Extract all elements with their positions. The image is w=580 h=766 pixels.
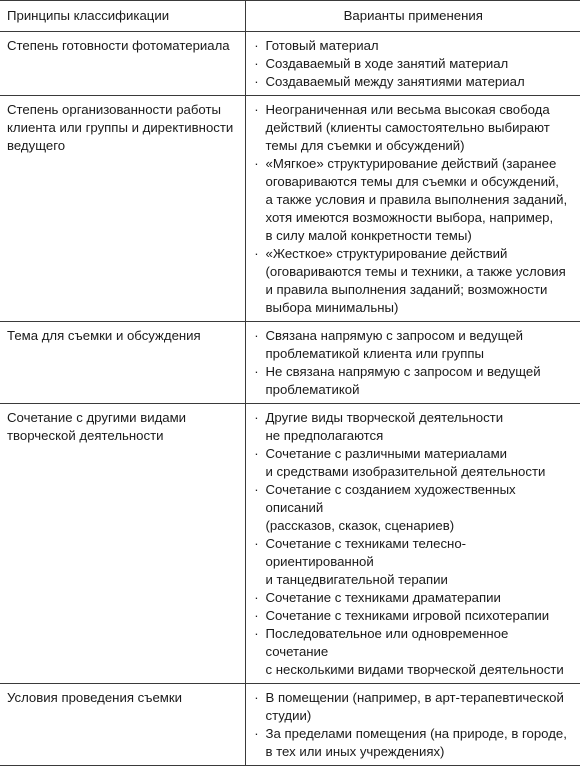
- text-line: Степень организованности работы: [7, 102, 221, 117]
- bullet-icon: ·: [254, 74, 259, 89]
- text-line: Тема для съемки и обсуждения: [7, 328, 201, 343]
- text-line: Связана напрямую с запросом и ведущей: [265, 328, 524, 343]
- option-text: [266, 608, 550, 623]
- text-line: в силу малой конкретности темы): [265, 228, 472, 243]
- table-row: [0, 404, 580, 684]
- text-line: (оговариваются темы и техники, а также условия: [265, 264, 566, 279]
- options-cell: [245, 404, 580, 684]
- option-text: [266, 536, 467, 587]
- option-text: [266, 626, 564, 677]
- text-line: и танцедвигательной терапии: [265, 572, 448, 587]
- option-text: [266, 246, 566, 315]
- bullet-icon: ·: [254, 56, 259, 71]
- bullet-icon: ·: [254, 156, 259, 171]
- text-line: хотя имеются возможности выбора, например,: [265, 210, 554, 225]
- text-line: темы для съемки и обсуждений): [265, 138, 465, 153]
- option-text: [266, 690, 564, 723]
- options-list: [250, 689, 575, 761]
- text-line: проблематикой: [265, 382, 360, 397]
- option-text: [266, 38, 379, 53]
- text-line: За пределами помещения (на природе, в городе,: [265, 726, 567, 741]
- options-list: [250, 409, 575, 679]
- option-text: [266, 482, 516, 533]
- list-item: [250, 689, 575, 725]
- option-text: [266, 446, 546, 479]
- options-cell: [245, 684, 580, 766]
- bullet-icon: ·: [254, 364, 259, 379]
- text-line: клиента или группы и директивности: [7, 120, 234, 135]
- text-line: студии): [265, 708, 312, 723]
- text-line: Последовательное или одновременное сочетание: [265, 626, 509, 659]
- list-item: [250, 535, 575, 589]
- options-list: [250, 327, 575, 399]
- bullet-icon: ·: [254, 410, 259, 425]
- table-header: [0, 1, 580, 32]
- list-item: [250, 327, 575, 363]
- text-line: и правила выполнения заданий; возможности: [265, 282, 548, 297]
- text-line: Сочетание с другими видами: [7, 410, 187, 425]
- list-item: [250, 155, 575, 245]
- bullet-icon: ·: [254, 590, 259, 605]
- list-item: [250, 409, 575, 445]
- list-item: [250, 363, 575, 399]
- options-cell: [245, 322, 580, 404]
- text-line: в тех или иных учреждениях): [265, 744, 445, 759]
- option-text: [266, 102, 550, 153]
- text-line: (рассказов, сказок, сценариев): [265, 518, 455, 533]
- table-row: [0, 322, 580, 404]
- option-text: [266, 726, 567, 759]
- table-row: [0, 684, 580, 766]
- text-line: Другие виды творческой деятельности: [265, 410, 504, 425]
- text-line: Готовый материал: [265, 38, 379, 53]
- option-text: [266, 590, 501, 605]
- option-text: [266, 156, 568, 243]
- table-row: [0, 32, 580, 96]
- text-line: Не связана напрямую с запросом и ведущей: [265, 364, 541, 379]
- text-line: «Жесткое» структурирование действий: [265, 246, 508, 261]
- principle-cell: [0, 684, 245, 766]
- bullet-icon: ·: [254, 726, 259, 741]
- text-line: Неограниченная или весьма высокая свобода: [265, 102, 550, 117]
- list-item: [250, 101, 575, 155]
- bullet-icon: ·: [254, 446, 259, 461]
- text-line: Сочетание с техниками телесно-ориентированной: [265, 536, 467, 569]
- text-line: ведущего: [7, 138, 66, 153]
- bullet-icon: ·: [254, 482, 259, 497]
- principle-cell: [0, 32, 245, 96]
- list-item: [250, 445, 575, 481]
- bullet-icon: ·: [254, 38, 259, 53]
- bullet-icon: ·: [254, 626, 259, 641]
- text-line: Сочетание с техниками игровой психотерапии: [265, 608, 550, 623]
- text-line: Сочетание с техниками драматерапии: [265, 590, 501, 605]
- list-item: [250, 607, 575, 625]
- principle-cell: [0, 404, 245, 684]
- text-line: творческой деятельности: [7, 428, 164, 443]
- list-item: [250, 725, 575, 761]
- bullet-icon: ·: [254, 328, 259, 343]
- option-text: [266, 364, 541, 397]
- text-line: Степень готовности фотоматериала: [7, 38, 230, 53]
- list-item: [250, 245, 575, 317]
- bullet-icon: ·: [254, 102, 259, 117]
- options-list: [250, 37, 575, 91]
- bullet-icon: ·: [254, 246, 259, 261]
- header-principles: Принципы классификации: [0, 1, 245, 32]
- text-line: с несколькими видами творческой деятельности: [265, 662, 564, 677]
- option-text: [266, 328, 524, 361]
- list-item: [250, 481, 575, 535]
- option-text: [266, 56, 509, 71]
- list-item: [250, 625, 575, 679]
- text-line: а также условия и правила выполнения заданий,: [265, 192, 568, 207]
- text-line: Создаваемый между занятиями материал: [265, 74, 525, 89]
- table-row: [0, 96, 580, 322]
- list-item: [250, 37, 575, 55]
- list-item: [250, 73, 575, 91]
- bullet-icon: ·: [254, 690, 259, 705]
- text-line: Сочетание с созданием художественных описаний: [265, 482, 516, 515]
- text-line: Создаваемый в ходе занятий материал: [265, 56, 509, 71]
- text-line: не предполагаются: [265, 428, 384, 443]
- list-item: [250, 589, 575, 607]
- table-body: [0, 32, 580, 766]
- options-cell: [245, 32, 580, 96]
- text-line: проблематикой клиента или группы: [265, 346, 485, 361]
- list-item: [250, 55, 575, 73]
- text-line: выбора минимальны): [265, 300, 399, 315]
- bullet-icon: ·: [254, 608, 259, 623]
- text-line: Условия проведения съемки: [7, 690, 183, 705]
- option-text: [266, 74, 525, 89]
- bullet-icon: ·: [254, 536, 259, 551]
- principle-cell: [0, 322, 245, 404]
- header-row: [0, 1, 580, 32]
- options-list: [250, 101, 575, 317]
- principle-cell: [0, 96, 245, 322]
- option-text: [266, 410, 504, 443]
- text-line: оговариваются темы для съемки и обсуждений,: [265, 174, 559, 189]
- text-line: действий (клиенты самостоятельно выбирают: [265, 120, 550, 135]
- text-line: Сочетание с различными материалами: [265, 446, 508, 461]
- text-line: «Мягкое» структурирование действий (заранее: [265, 156, 557, 171]
- header-variants: Варианты применения: [245, 1, 580, 32]
- text-line: В помещении (например, в арт-терапевтической: [265, 690, 564, 705]
- text-line: и средствами изобразительной деятельности: [265, 464, 546, 479]
- options-cell: [245, 96, 580, 322]
